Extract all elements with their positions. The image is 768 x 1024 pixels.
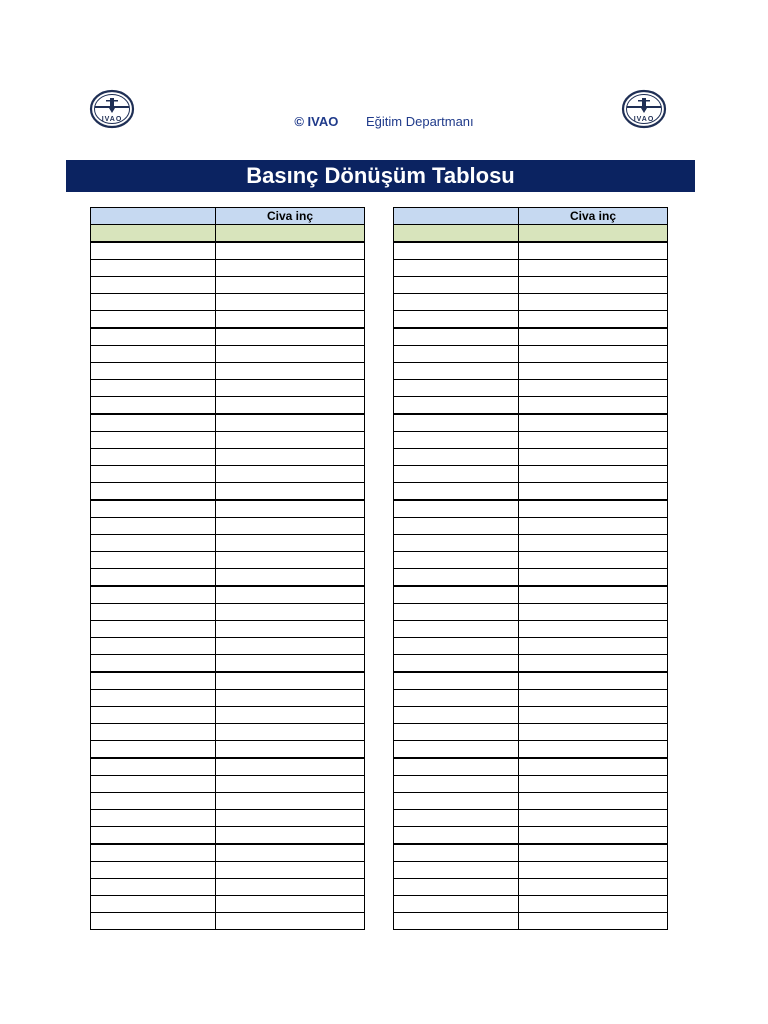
table-cell <box>216 793 365 810</box>
table-cell <box>216 294 365 311</box>
table-row <box>91 913 365 930</box>
table-cell <box>519 776 668 793</box>
table-row <box>91 604 365 621</box>
table-row <box>394 483 668 501</box>
svg-text:IVAO: IVAO <box>101 116 123 123</box>
ivao-logo-right <box>621 89 667 129</box>
table-cell <box>394 569 519 587</box>
table-row <box>91 414 365 432</box>
table-cell <box>216 776 365 793</box>
table-cell <box>519 380 668 397</box>
table-cell <box>216 707 365 724</box>
table-cell <box>394 449 519 466</box>
table-cell <box>394 363 519 380</box>
table-cell <box>519 741 668 759</box>
page-title: Basınç Dönüşüm Tablosu <box>66 160 695 192</box>
table-cell <box>394 638 519 655</box>
table-cell <box>91 535 216 552</box>
table-row <box>91 638 365 655</box>
table-cell <box>519 328 668 346</box>
table-cell <box>91 277 216 294</box>
table-cell <box>394 896 519 913</box>
table-row <box>91 242 365 260</box>
table-cell <box>216 724 365 741</box>
table-cell <box>519 827 668 845</box>
table-cell <box>394 621 519 638</box>
table-cell <box>519 483 668 501</box>
table-row <box>394 862 668 879</box>
table-cell <box>216 363 365 380</box>
table-cell <box>394 707 519 724</box>
table-row <box>91 277 365 294</box>
table-row <box>394 535 668 552</box>
table-cell <box>91 638 216 655</box>
table-row <box>394 604 668 621</box>
subheader-cell <box>91 225 216 243</box>
table-cell <box>91 466 216 483</box>
table-row <box>91 655 365 673</box>
table-cell <box>216 552 365 569</box>
table-row <box>91 397 365 415</box>
table-row <box>91 483 365 501</box>
table-row <box>91 810 365 827</box>
table-row <box>394 432 668 449</box>
table-cell <box>394 827 519 845</box>
table-cell <box>216 827 365 845</box>
table-row <box>394 844 668 862</box>
table-row <box>91 690 365 707</box>
table-cell <box>216 242 365 260</box>
table-cell <box>394 346 519 363</box>
table-row <box>394 741 668 759</box>
table-cell <box>519 569 668 587</box>
table-cell <box>519 535 668 552</box>
table-cell <box>519 638 668 655</box>
table-cell <box>91 776 216 793</box>
table-cell <box>394 672 519 690</box>
department-text: Eğitim Departmanı <box>365 114 474 129</box>
table-row <box>394 793 668 810</box>
table-cell <box>91 311 216 329</box>
table-row <box>394 380 668 397</box>
table-row <box>91 432 365 449</box>
table-row <box>91 586 365 604</box>
table-row <box>91 346 365 363</box>
table-cell <box>519 655 668 673</box>
table-row <box>394 466 668 483</box>
table-cell <box>91 621 216 638</box>
table-row <box>91 328 365 346</box>
table-row <box>394 810 668 827</box>
table-row <box>394 552 668 569</box>
table-cell <box>216 690 365 707</box>
table-cell <box>91 363 216 380</box>
table-cell <box>519 810 668 827</box>
table-cell <box>519 724 668 741</box>
table-row <box>91 896 365 913</box>
table-cell <box>216 844 365 862</box>
table-cell <box>519 242 668 260</box>
table-cell <box>216 500 365 518</box>
table-cell <box>91 810 216 827</box>
table-cell <box>91 827 216 845</box>
table-row <box>91 449 365 466</box>
table-cell <box>519 346 668 363</box>
table-cell <box>394 913 519 930</box>
table-cell <box>519 500 668 518</box>
table-row <box>91 363 365 380</box>
table-cell <box>91 483 216 501</box>
table-row <box>394 363 668 380</box>
table-cell <box>216 518 365 535</box>
table-cell <box>394 277 519 294</box>
table-cell <box>91 346 216 363</box>
table-cell <box>519 414 668 432</box>
table-cell <box>519 363 668 380</box>
table-row <box>91 260 365 277</box>
table-cell <box>91 328 216 346</box>
subheader-cell <box>519 225 668 243</box>
table-cell <box>91 913 216 930</box>
table-cell <box>519 604 668 621</box>
conversion-table-right <box>393 207 668 930</box>
table-cell <box>216 604 365 621</box>
table-row <box>394 913 668 930</box>
header-cell-1 <box>394 208 519 225</box>
table-row <box>91 672 365 690</box>
table-row <box>394 586 668 604</box>
table-row <box>91 569 365 587</box>
table-cell <box>394 328 519 346</box>
table-row <box>394 414 668 432</box>
table-cell <box>519 552 668 569</box>
table-cell <box>394 810 519 827</box>
table-cell <box>394 758 519 776</box>
table-row <box>91 500 365 518</box>
table-cell <box>216 311 365 329</box>
table-cell <box>394 518 519 535</box>
table-row <box>394 638 668 655</box>
table-row <box>91 827 365 845</box>
table-cell <box>394 535 519 552</box>
table-row <box>394 621 668 638</box>
table-cell <box>519 466 668 483</box>
table-row <box>394 242 668 260</box>
table-cell <box>91 862 216 879</box>
table-cell <box>519 621 668 638</box>
table-cell <box>216 638 365 655</box>
table-row <box>394 294 668 311</box>
table-cell <box>216 483 365 501</box>
table-subheader-row <box>394 225 668 243</box>
table-cell <box>91 707 216 724</box>
table-cell <box>216 397 365 415</box>
table-cell <box>394 690 519 707</box>
table-cell <box>519 707 668 724</box>
table-cell <box>216 449 365 466</box>
table-row <box>91 862 365 879</box>
table-cell <box>216 586 365 604</box>
table-cell <box>91 500 216 518</box>
table-row <box>91 466 365 483</box>
table-cell <box>216 432 365 449</box>
table-cell <box>519 294 668 311</box>
table-cell <box>394 776 519 793</box>
table-cell <box>519 758 668 776</box>
table-cell <box>519 397 668 415</box>
table-cell <box>519 844 668 862</box>
table-row <box>91 294 365 311</box>
table-cell <box>216 328 365 346</box>
subheader-cell <box>394 225 519 243</box>
header-cell-civa-inc: Civa inç <box>519 208 668 225</box>
conversion-table-left <box>90 207 365 930</box>
table-cell <box>216 260 365 277</box>
table-cell <box>216 655 365 673</box>
table-cell <box>394 604 519 621</box>
table-cell <box>394 414 519 432</box>
table-cell <box>216 672 365 690</box>
table-row <box>394 776 668 793</box>
table-cell <box>394 311 519 329</box>
table-cell <box>216 741 365 759</box>
table-row <box>91 552 365 569</box>
table-cell <box>394 793 519 810</box>
table-row <box>394 328 668 346</box>
table-row <box>394 896 668 913</box>
copyright-text: © IVAO <box>294 114 339 129</box>
subheader-cell <box>216 225 365 243</box>
table-row <box>91 380 365 397</box>
table-cell <box>91 380 216 397</box>
table-row <box>394 879 668 896</box>
table-cell <box>216 414 365 432</box>
table-header-row <box>91 208 365 225</box>
table-cell <box>394 432 519 449</box>
table-cell <box>216 810 365 827</box>
table-cell <box>394 844 519 862</box>
table-cell <box>394 242 519 260</box>
table-row <box>91 518 365 535</box>
table-row <box>394 397 668 415</box>
table-cell <box>519 432 668 449</box>
table-cell <box>519 518 668 535</box>
table-cell <box>216 535 365 552</box>
table-cell <box>394 397 519 415</box>
table-cell <box>91 397 216 415</box>
table-row <box>91 793 365 810</box>
table-row <box>394 827 668 845</box>
table-row <box>394 277 668 294</box>
table-cell <box>91 586 216 604</box>
table-cell <box>91 758 216 776</box>
table-cell <box>519 260 668 277</box>
table-header-row <box>394 208 668 225</box>
table-cell <box>519 672 668 690</box>
table-cell <box>519 277 668 294</box>
header-cell-civa-inc: Civa inç <box>216 208 365 225</box>
table-cell <box>519 586 668 604</box>
table-cell <box>216 277 365 294</box>
table-cell <box>91 672 216 690</box>
table-cell <box>216 758 365 776</box>
table-cell <box>519 879 668 896</box>
table-row <box>91 741 365 759</box>
table-cell <box>519 793 668 810</box>
table-cell <box>394 724 519 741</box>
table-cell <box>91 896 216 913</box>
table-row <box>394 518 668 535</box>
table-subheader-row <box>91 225 365 243</box>
table-cell <box>216 862 365 879</box>
table-cell <box>91 449 216 466</box>
table-cell <box>91 844 216 862</box>
table-cell <box>91 294 216 311</box>
table-cell <box>394 260 519 277</box>
table-row <box>394 449 668 466</box>
table-cell <box>216 569 365 587</box>
table-row <box>91 724 365 741</box>
svg-text:IVAO: IVAO <box>633 116 655 123</box>
table-row <box>394 655 668 673</box>
table-row <box>394 724 668 741</box>
table-cell <box>216 466 365 483</box>
table-cell <box>394 380 519 397</box>
table-cell <box>394 862 519 879</box>
table-row <box>91 844 365 862</box>
table-cell <box>216 896 365 913</box>
table-row <box>91 879 365 896</box>
table-row <box>394 690 668 707</box>
table-cell <box>519 862 668 879</box>
table-cell <box>91 432 216 449</box>
table-cell <box>91 604 216 621</box>
table-cell <box>519 896 668 913</box>
table-cell <box>91 242 216 260</box>
table-cell <box>91 690 216 707</box>
table-cell <box>394 879 519 896</box>
table-cell <box>91 741 216 759</box>
table-cell <box>91 724 216 741</box>
table-cell <box>394 552 519 569</box>
table-cell <box>519 913 668 930</box>
table-cell <box>91 569 216 587</box>
table-cell <box>394 483 519 501</box>
table-cell <box>216 913 365 930</box>
table-row <box>394 672 668 690</box>
table-row <box>91 776 365 793</box>
table-cell <box>216 346 365 363</box>
table-cell <box>519 311 668 329</box>
table-cell <box>394 466 519 483</box>
header-cell-1 <box>91 208 216 225</box>
table-cell <box>91 518 216 535</box>
table-cell <box>216 621 365 638</box>
table-cell <box>394 294 519 311</box>
table-row <box>91 535 365 552</box>
table-row <box>91 311 365 329</box>
table-cell <box>91 552 216 569</box>
table-cell <box>394 741 519 759</box>
table-cell <box>394 655 519 673</box>
table-row <box>394 311 668 329</box>
table-cell <box>394 500 519 518</box>
table-row <box>394 500 668 518</box>
table-cell <box>91 879 216 896</box>
table-cell <box>519 449 668 466</box>
table-cell <box>91 655 216 673</box>
table-cell <box>216 879 365 896</box>
table-cell <box>91 260 216 277</box>
table-row <box>91 621 365 638</box>
table-row <box>91 707 365 724</box>
table-row <box>394 569 668 587</box>
table-cell <box>91 793 216 810</box>
table-cell <box>519 690 668 707</box>
table-cell <box>394 586 519 604</box>
table-row <box>394 346 668 363</box>
table-row <box>394 260 668 277</box>
table-row <box>394 707 668 724</box>
table-cell <box>216 380 365 397</box>
table-row <box>394 758 668 776</box>
table-row <box>91 758 365 776</box>
table-cell <box>91 414 216 432</box>
